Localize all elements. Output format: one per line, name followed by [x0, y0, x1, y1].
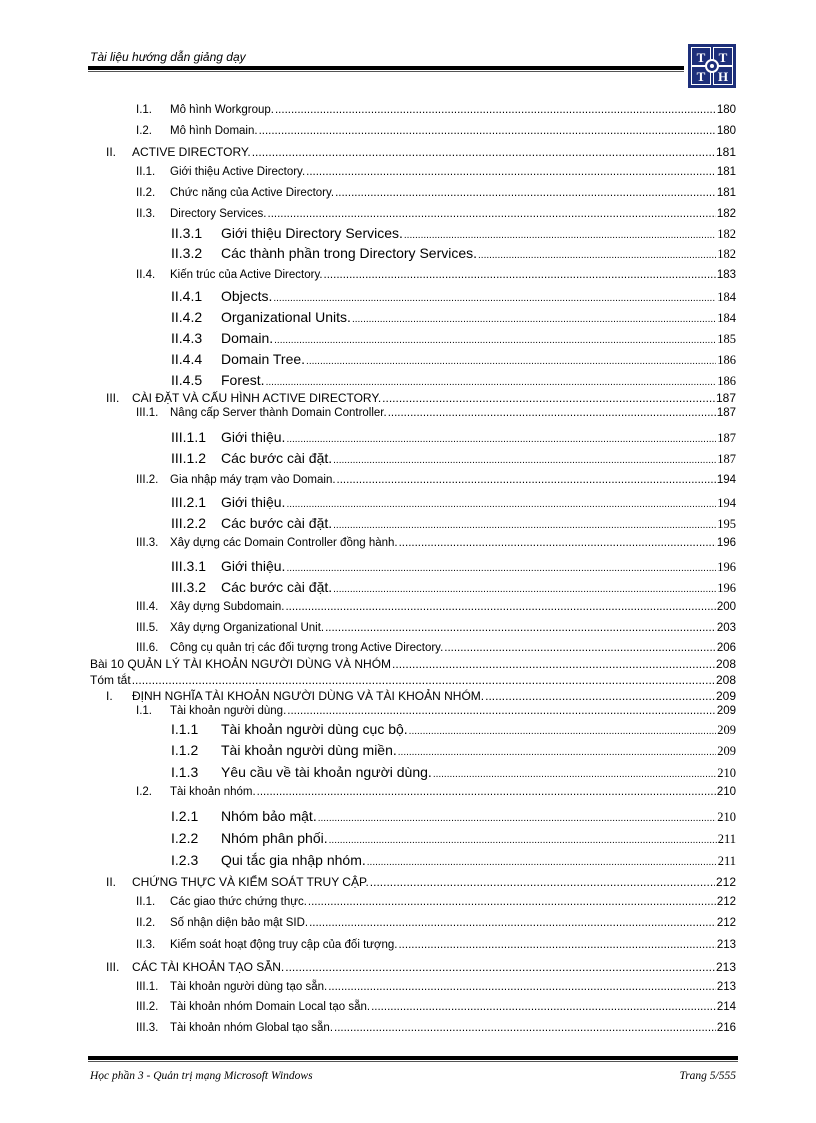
toc-entry[interactable] — [171, 429, 736, 446]
toc-leader-dots — [398, 939, 715, 951]
toc-entry-title: Tài khoản nhóm. — [170, 786, 256, 798]
logo-letter: T — [713, 47, 733, 66]
toc-entry-page: 194 — [717, 496, 736, 510]
toc-entry-number: I.2. — [136, 786, 152, 798]
toc-entry-page: 187 — [715, 391, 736, 405]
toc-entry-page: 187 — [716, 407, 736, 419]
toc-entry-number: III.6. — [136, 642, 159, 654]
toc-entry-number: III. — [106, 391, 120, 405]
toc-entry-title: Tài khoản nhóm Global tạo sẵn. — [170, 1022, 334, 1034]
toc-entry-title: Organizational Units. — [221, 309, 351, 325]
toc-entry-title: Tài khoản người dùng. — [170, 705, 287, 717]
toc-entry-title: Kiểm soát hoạt động truy cập của đối tượng. — [170, 939, 398, 951]
toc-entry[interactable] — [171, 558, 736, 575]
toc-leader-dots — [444, 642, 716, 654]
header-divider-thin — [88, 71, 684, 72]
toc-entry-page: 196 — [716, 537, 736, 549]
toc-leader-dots — [275, 104, 716, 116]
toc-entry[interactable] — [136, 705, 736, 717]
toc-entry[interactable] — [136, 269, 736, 281]
toc-entry-page: 214 — [716, 1001, 736, 1013]
toc-entry[interactable] — [171, 330, 736, 347]
toc-entry-title: Xây dựng Subdomain. — [170, 601, 285, 613]
toc-entry-title: Qui tắc gia nhập nhóm. — [221, 852, 366, 868]
toc-entry-number: II. — [106, 875, 117, 889]
toc-entry-page: 213 — [716, 981, 736, 993]
toc-entry-title: Các giao thức chứng thực. — [170, 896, 307, 908]
toc-leader-dots — [333, 584, 716, 595]
logo-circle-icon — [705, 59, 719, 73]
toc-entry-page: 209 — [717, 744, 736, 758]
toc-leader-dots — [328, 981, 716, 993]
toc-entry-number: III.4. — [136, 601, 159, 613]
toc-entry-number: III.1. — [136, 981, 159, 993]
toc-entry[interactable] — [136, 1001, 736, 1013]
toc-entry-page: 196 — [717, 560, 736, 574]
toc-entry-number: II.4.5 — [171, 372, 203, 388]
toc-leader-dots — [478, 250, 716, 261]
toc-entry-title: Các bước cài đặt. — [221, 515, 333, 531]
toc-leader-dots — [370, 875, 715, 889]
toc-entry-title: ĐỊNH NGHĨA TÀI KHOẢN NGƯỜI DÙNG VÀ TÀI KHOẢN NHÓM. — [132, 689, 485, 703]
toc-entry-title: Nhóm phân phối. — [221, 830, 328, 846]
toc-entry-page: 212 — [716, 896, 736, 908]
toc-entry[interactable] — [136, 187, 736, 199]
toc-entry[interactable] — [106, 689, 736, 703]
toc-entry[interactable] — [136, 474, 736, 486]
toc-entry[interactable] — [136, 786, 736, 798]
toc-entry-number: I.1. — [136, 705, 152, 717]
toc-leader-dots — [318, 813, 717, 824]
toc-leader-dots — [308, 896, 716, 908]
toc-entry-number: II.4. — [136, 269, 156, 281]
toc-leader-dots — [286, 563, 716, 574]
toc-entry-page: 209 — [717, 723, 736, 737]
toc-entry-title: Các thành phần trong Directory Services. — [221, 245, 478, 261]
toc-leader-dots — [337, 474, 716, 486]
toc-entry[interactable] — [171, 764, 736, 781]
toc-leader-dots — [409, 726, 717, 737]
toc-entry-title: Bài 10 QUẢN LÝ TÀI KHOẢN NGƯỜI DÙNG VÀ NHÓM — [90, 657, 392, 671]
toc-entry[interactable] — [171, 309, 736, 326]
toc-leader-dots — [388, 407, 716, 419]
toc-leader-dots — [371, 1001, 716, 1013]
toc-entry[interactable] — [171, 450, 736, 467]
toc-entry[interactable] — [136, 407, 736, 419]
footer-course-title: Học phần 3 - Quản trị mạng Microsoft Windows — [90, 1070, 313, 1082]
toc-entry-page: 195 — [717, 517, 736, 531]
toc-entry-title: Tài khoản người dùng cục bộ. — [221, 721, 408, 737]
toc-entry-number: II.4.2 — [171, 309, 203, 325]
toc-entry-number: I.2.2 — [171, 830, 199, 846]
toc-entry-page: 209 — [715, 689, 736, 703]
toc-entry[interactable] — [171, 225, 736, 242]
toc-entry-number: III.3. — [136, 1022, 159, 1034]
toc-entry-number: III.3. — [136, 537, 159, 549]
toc-leader-dots — [252, 145, 715, 159]
toc-entry-title: Giới thiệu. — [221, 429, 286, 445]
toc-leader-dots — [382, 391, 715, 405]
toc-entry-page: 185 — [717, 332, 736, 346]
toc-entry[interactable] — [136, 125, 736, 137]
toc-leader-dots — [259, 125, 716, 137]
toc-entry-page: 184 — [717, 290, 736, 304]
logo-letter: H — [713, 66, 733, 85]
toc-entry-title: Yêu cầu về tài khoản người dùng. — [221, 764, 432, 780]
toc-entry-number: III.2.2 — [171, 515, 207, 531]
toc-entry-number: III.5. — [136, 622, 159, 634]
toc-entry-page: 180 — [716, 125, 736, 137]
toc-entry-number: III.3.2 — [171, 579, 207, 595]
toc-entry[interactable] — [171, 494, 736, 511]
toc-leader-dots — [333, 520, 716, 531]
toc-leader-dots — [334, 1022, 716, 1034]
toc-leader-dots — [266, 377, 717, 388]
toc-entry-page: 210 — [717, 810, 736, 824]
toc-leader-dots — [398, 747, 716, 758]
toc-leader-dots — [285, 601, 715, 613]
toc-entry-title: Xây dựng các Domain Controller đồng hành. — [170, 537, 398, 549]
toc-entry[interactable] — [136, 642, 736, 654]
toc-entry-number: III.1. — [136, 407, 159, 419]
toc-leader-dots — [399, 537, 716, 549]
toc-entry-number: II.4.3 — [171, 330, 203, 346]
toc-entry[interactable] — [106, 145, 736, 159]
toc-entry-number: I.2.3 — [171, 852, 199, 868]
toc-entry-title: Xây dựng Organizational Unit. — [170, 622, 325, 634]
toc-entry[interactable] — [136, 208, 736, 220]
toc-entry[interactable] — [90, 657, 736, 671]
toc-entry-page: 203 — [716, 622, 736, 634]
toc-leader-dots — [367, 857, 717, 868]
toc-entry-title: Giới thiệu Active Directory. — [170, 166, 306, 178]
toc-entry-number: I.1.2 — [171, 742, 199, 758]
toc-leader-dots — [335, 187, 716, 199]
toc-leader-dots — [274, 335, 716, 346]
toc-leader-dots — [352, 314, 716, 325]
toc-entry-page: 208 — [715, 657, 736, 671]
toc-entry[interactable] — [106, 960, 736, 974]
toc-entry[interactable] — [136, 1022, 736, 1034]
toc-entry[interactable] — [171, 579, 736, 596]
toc-entry[interactable] — [136, 537, 736, 549]
toc-entry-title: Tài khoản người dùng tạo sẵn. — [170, 981, 328, 993]
toc-entry-title: CHỨNG THỰC VÀ KIỂM SOÁT TRUY CẬP. — [132, 875, 369, 889]
toc-entry[interactable] — [136, 601, 736, 613]
toc-entry-page: 210 — [716, 786, 736, 798]
toc-entry-number: II.3.1 — [171, 225, 203, 241]
toc-entry-page: 181 — [716, 166, 736, 178]
toc-entry-number: I.2. — [136, 125, 152, 137]
toc-entry-title: Các bước cài đặt. — [221, 450, 333, 466]
ttth-logo-icon — [688, 44, 736, 88]
footer-page-number: Trang 5/555 — [679, 1070, 736, 1082]
toc-entry-title: Nhóm bảo mật. — [221, 808, 317, 824]
toc-entry-number: I. — [106, 689, 113, 703]
toc-entry-title: Số nhận diện bảo mật SID. — [170, 917, 309, 929]
toc-entry-title: Domain. — [221, 330, 274, 346]
toc-leader-dots — [404, 230, 716, 241]
toc-entry-page: 182 — [716, 208, 736, 220]
toc-entry-number: II.2. — [136, 187, 156, 199]
toc-leader-dots — [306, 356, 716, 367]
toc-entry[interactable] — [171, 830, 736, 847]
footer-divider — [88, 1056, 738, 1060]
toc-entry[interactable] — [171, 808, 736, 825]
toc-entry-page: 186 — [717, 374, 736, 388]
toc-entry-title: Giới thiệu. — [221, 494, 286, 510]
toc-entry-number: III.2.1 — [171, 494, 207, 510]
toc-entry[interactable] — [171, 351, 736, 368]
toc-entry-page: 181 — [716, 187, 736, 199]
toc-entry-title: CÁC TÀI KHOẢN TẠO SẴN. — [132, 960, 285, 974]
toc-entry-page: 181 — [715, 145, 736, 159]
toc-entry-page: 211 — [717, 832, 736, 846]
toc-leader-dots — [485, 689, 715, 703]
toc-entry-page: 194 — [716, 474, 736, 486]
toc-entry[interactable] — [136, 917, 736, 929]
logo-letter: T — [691, 66, 711, 85]
toc-entry-title: Giới thiệu. — [221, 558, 286, 574]
toc-entry-page: 209 — [716, 705, 736, 717]
toc-entry-title: Kiến trúc của Active Directory. — [170, 269, 323, 281]
toc-entry-title: Tài khoản nhóm Domain Local tạo sẵn. — [170, 1001, 371, 1013]
toc-entry-number: III. — [106, 960, 120, 974]
toc-leader-dots — [306, 166, 716, 178]
toc-entry-page: 206 — [716, 642, 736, 654]
toc-entry-title: CÀI ĐẶT VÀ CẤU HÌNH ACTIVE DIRECTORY. — [132, 391, 382, 405]
toc-leader-dots — [286, 499, 716, 510]
header-divider — [88, 66, 684, 70]
toc-entry-title: Tài khoản người dùng miền. — [221, 742, 397, 758]
toc-entry-title: Objects. — [221, 288, 273, 304]
toc-entry[interactable] — [90, 673, 736, 687]
toc-leader-dots — [132, 673, 715, 687]
toc-entry-number: II.3. — [136, 939, 156, 951]
toc-entry[interactable] — [171, 288, 736, 305]
toc-entry-page: 187 — [717, 452, 736, 466]
toc-entry[interactable] — [136, 166, 736, 178]
toc-leader-dots — [268, 208, 716, 220]
toc-entry-number: III.1.2 — [171, 450, 207, 466]
toc-entry[interactable] — [136, 939, 736, 951]
toc-entry-title: Giới thiệu Directory Services. — [221, 225, 403, 241]
toc-entry-page: 211 — [717, 854, 736, 868]
toc-entry-title: Chức năng của Active Directory. — [170, 187, 335, 199]
header-title: Tài liệu hướng dẫn giảng dạy — [90, 50, 246, 64]
toc-entry-number: II.3.2 — [171, 245, 203, 261]
toc-entry-title: Forest. — [221, 372, 265, 388]
toc-entry-title: Mô hình Workgroup. — [170, 104, 274, 116]
toc-entry-page: 182 — [717, 247, 736, 261]
toc-leader-dots — [333, 455, 716, 466]
toc-entry-title: Gia nhập máy trạm vào Domain. — [170, 474, 336, 486]
toc-leader-dots — [286, 434, 716, 445]
toc-entry-page: 184 — [717, 311, 736, 325]
toc-entry-number: III.2. — [136, 474, 159, 486]
toc-entry[interactable] — [171, 721, 736, 738]
toc-entry-page: 216 — [716, 1022, 736, 1034]
toc-entry[interactable] — [136, 896, 736, 908]
toc-entry-number: III.2. — [136, 1001, 159, 1013]
toc-entry-title: Các bước cài đặt. — [221, 579, 333, 595]
toc-entry[interactable] — [171, 515, 736, 532]
toc-entry-number: I.1.1 — [171, 721, 199, 737]
toc-leader-dots — [273, 293, 716, 304]
logo-letter: T — [691, 47, 711, 66]
toc-entry-title: Mô hình Domain. — [170, 125, 258, 137]
toc-entry[interactable] — [171, 245, 736, 262]
toc-leader-dots — [324, 269, 716, 281]
toc-leader-dots — [309, 917, 716, 929]
toc-entry-number: II.2. — [136, 917, 156, 929]
toc-entry-title: Công cụ quản trị các đối tượng trong Active Directory. — [170, 642, 444, 654]
toc-entry-title: Directory Services. — [170, 208, 267, 220]
toc-leader-dots — [287, 705, 716, 717]
toc-entry-page: 212 — [715, 875, 736, 889]
toc-entry[interactable] — [106, 875, 736, 889]
toc-entry[interactable] — [136, 981, 736, 993]
toc-leader-dots — [433, 769, 716, 780]
footer-divider-thin — [88, 1061, 738, 1062]
toc-entry-title: Nâng cấp Server thành Domain Controller. — [170, 407, 387, 419]
toc-entry-title: Tóm tắt — [90, 673, 131, 687]
toc-leader-dots — [257, 786, 716, 798]
toc-entry-number: I.1. — [136, 104, 152, 116]
toc-entry-page: 213 — [715, 960, 736, 974]
toc-entry-number: II.1. — [136, 896, 156, 908]
toc-leader-dots — [392, 657, 715, 671]
toc-entry-number: II.4.1 — [171, 288, 203, 304]
toc-entry-page: 196 — [717, 581, 736, 595]
toc-entry-number: II.4.4 — [171, 351, 203, 367]
toc-leader-dots — [329, 835, 717, 846]
toc-entry-page: 208 — [715, 673, 736, 687]
toc-entry-number: II.1. — [136, 166, 156, 178]
toc-entry-page: 200 — [716, 601, 736, 613]
toc-leader-dots — [285, 960, 715, 974]
toc-entry[interactable] — [171, 372, 736, 389]
toc-entry-page: 212 — [716, 917, 736, 929]
toc-entry[interactable] — [171, 742, 736, 759]
toc-entry-number: I.1.3 — [171, 764, 199, 780]
toc-entry-page: 213 — [716, 939, 736, 951]
toc-entry-title: ACTIVE DIRECTORY. — [132, 145, 251, 159]
toc-entry[interactable] — [171, 852, 736, 869]
toc-leader-dots — [325, 622, 716, 634]
toc-entry-page: 187 — [717, 431, 736, 445]
toc-entry[interactable] — [106, 391, 736, 405]
toc-entry-number: I.2.1 — [171, 808, 199, 824]
toc-entry-page: 183 — [716, 269, 736, 281]
toc-entry-page: 186 — [717, 353, 736, 367]
toc-entry-number: II.3. — [136, 208, 156, 220]
toc-entry-number: III.3.1 — [171, 558, 207, 574]
toc-entry-page: 210 — [717, 766, 736, 780]
toc-entry[interactable] — [136, 622, 736, 634]
toc-entry-page: 182 — [717, 227, 736, 241]
toc-entry-number: III.1.1 — [171, 429, 207, 445]
toc-entry-title: Domain Tree. — [221, 351, 306, 367]
toc-entry-page: 180 — [716, 104, 736, 116]
toc-entry-number: II. — [106, 145, 117, 159]
toc-entry[interactable] — [136, 104, 736, 116]
